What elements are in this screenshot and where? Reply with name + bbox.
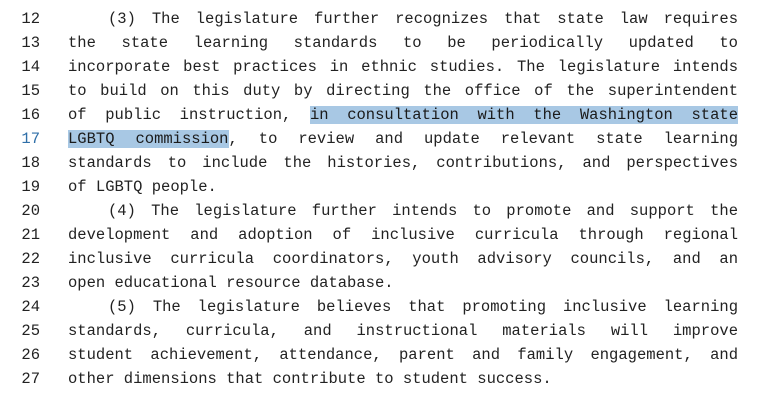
- line-text: other dimensions that contribute to student success.: [68, 370, 552, 388]
- line-number: 16: [21, 106, 40, 124]
- line-text: [68, 127, 738, 151]
- line-text: [68, 103, 738, 127]
- text-line: [0, 199, 772, 223]
- text-line: [0, 79, 772, 103]
- line-number: 18: [21, 154, 40, 172]
- line-text: open educational resource database.: [68, 274, 394, 292]
- line-number: 21: [21, 226, 40, 244]
- text-line: [0, 223, 772, 247]
- line-number: 13: [21, 34, 40, 52]
- line-text: standards to include the histories, contributions, and perspectives: [68, 154, 738, 172]
- line-number: 26: [21, 346, 40, 364]
- line-number: 19: [21, 178, 40, 196]
- text-line: [0, 247, 772, 271]
- text-line: [0, 343, 772, 367]
- text-selection-highlight[interactable]: LGBTQ commission: [68, 130, 229, 148]
- line-number: 25: [21, 322, 40, 340]
- line-text: incorporate best practices in ethnic studies. The legislature intends: [68, 58, 738, 76]
- line-number: 27: [21, 370, 40, 388]
- line-text: (4) The legislature further intends to promote and support the: [108, 202, 738, 220]
- text-selection-highlight[interactable]: in consultation with the Washington state: [309, 106, 738, 124]
- text-line: [0, 175, 772, 199]
- document-body: [0, 7, 772, 391]
- text-line: [0, 31, 772, 55]
- line-number-current: 17: [21, 130, 40, 148]
- text-line: [0, 7, 772, 31]
- line-text: to build on this duty by directing the office of the superintendent: [68, 82, 738, 100]
- line-text: student achievement, attendance, parent and family engagement, and: [68, 346, 738, 364]
- text-line: [0, 55, 772, 79]
- text-line: [0, 103, 772, 127]
- text-line: [0, 271, 772, 295]
- line-text: the state learning standards to be periodically updated to: [68, 34, 738, 52]
- line-text: (3) The legislature further recognizes that state law requires: [108, 10, 738, 28]
- line-text: development and adoption of inclusive curricula through regional: [68, 226, 738, 244]
- text-line: [0, 319, 772, 343]
- line-text: standards, curricula, and instructional materials will improve: [68, 322, 738, 340]
- line-number: 23: [21, 274, 40, 292]
- text-line: [0, 127, 772, 151]
- line-text: of LGBTQ people.: [68, 178, 217, 196]
- line-number: 14: [21, 58, 40, 76]
- line-number: 22: [21, 250, 40, 268]
- line-number: 24: [21, 298, 40, 316]
- line-number: 12: [21, 10, 40, 28]
- line-text: (5) The legislature believes that promoting inclusive learning: [108, 298, 738, 316]
- text-line: [0, 151, 772, 175]
- line-number: 15: [21, 82, 40, 100]
- text-line: [0, 295, 772, 319]
- text-line: [0, 367, 772, 391]
- line-text-plain: of public instruction,: [68, 106, 310, 124]
- line-text: inclusive curricula coordinators, youth advisory councils, and an: [68, 250, 738, 268]
- line-number: 20: [21, 202, 40, 220]
- line-text-plain: , to review and update relevant state learning: [228, 130, 738, 148]
